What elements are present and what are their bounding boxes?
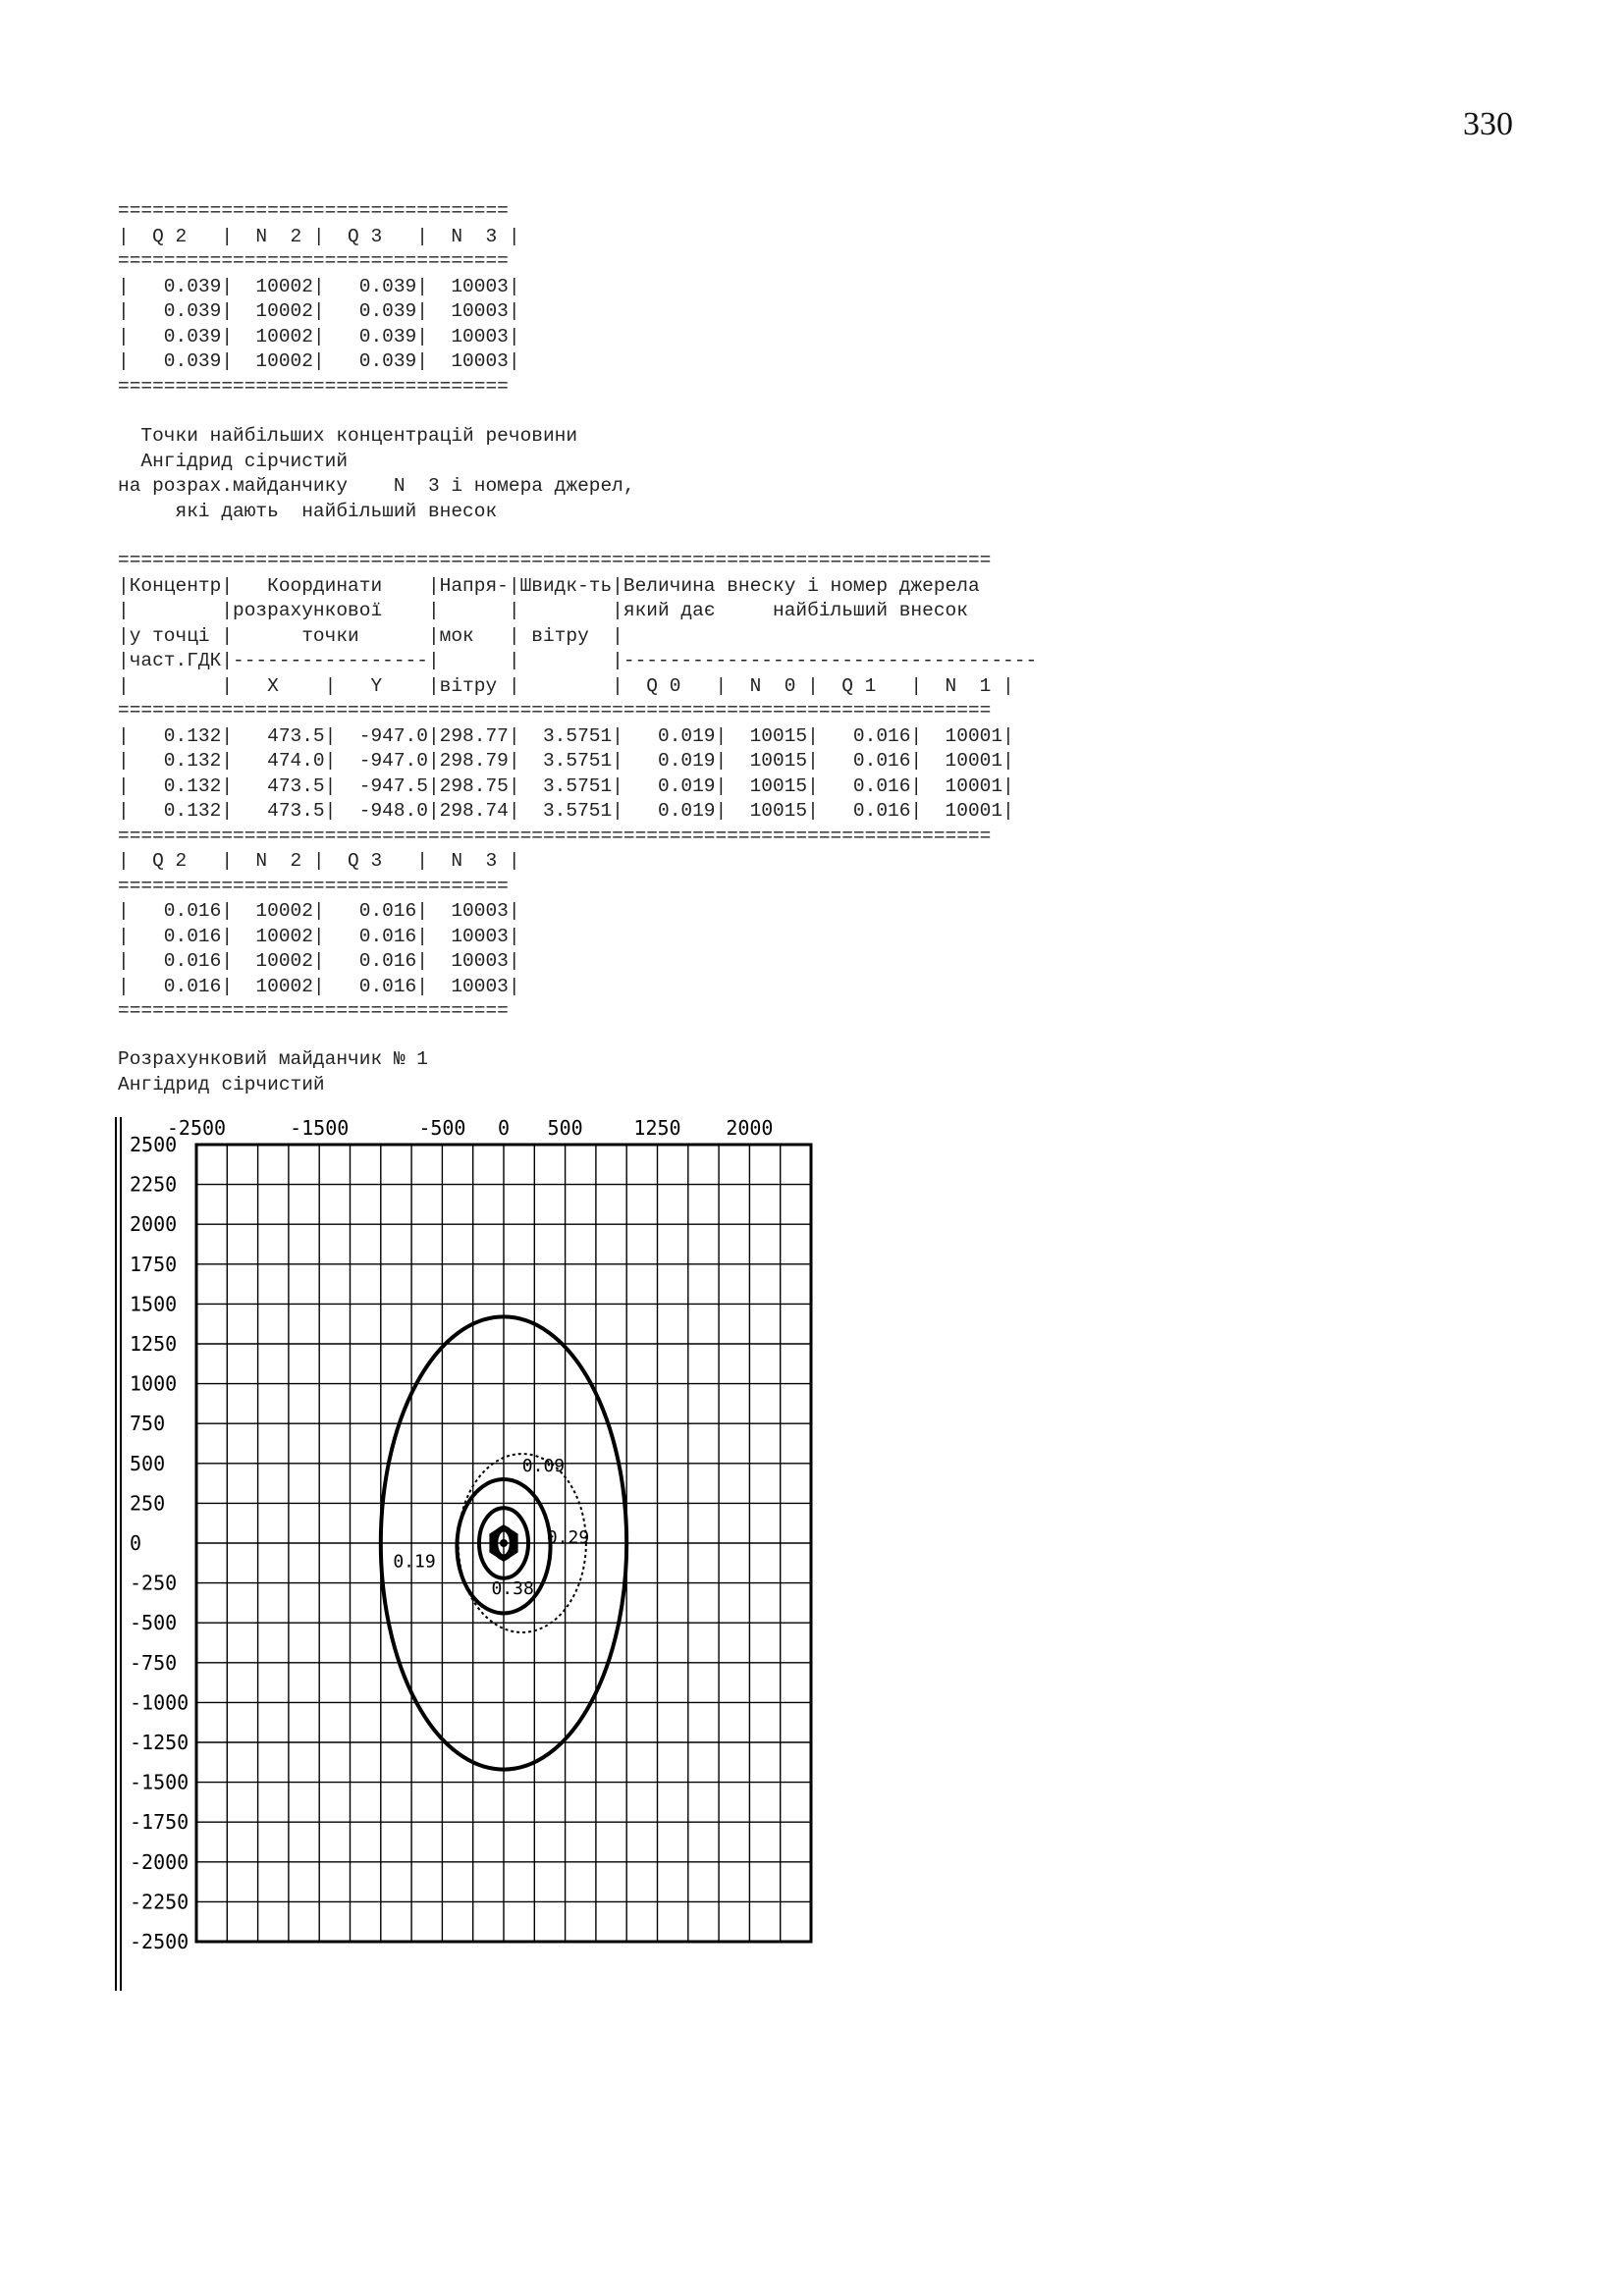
x-tick-label: -500: [418, 1117, 466, 1140]
table-line: |Концентр| Координати |Напря-|Швидк-ть|Величина внеску і номер джерела: [118, 574, 980, 597]
site-heading: [118, 1047, 428, 1097]
table-line: ==================================: [118, 375, 509, 398]
heading-line: Точки найбільших концентрацій речовини: [118, 425, 578, 447]
contour-label: 0.29: [546, 1527, 590, 1548]
table-line: |у точці | точки |мок | вітру |: [118, 624, 623, 647]
y-tick-label: -1000: [130, 1690, 189, 1715]
y-tick-label: 2250: [130, 1172, 178, 1197]
contour-label: 0.38: [491, 1577, 534, 1599]
table-line: | |розрахункової | | |який дає найбільший внесок: [118, 600, 968, 621]
table-line: | Q 2 | N 2 | Q 3 | N 3 |: [118, 225, 520, 247]
site-heading-line: Ангідрид сірчистий: [118, 1073, 325, 1095]
y-tick-label: 1500: [130, 1292, 178, 1316]
heading-line: які дають найбільший внесок: [118, 500, 498, 522]
table-line: | 0.039| 10002| 0.039| 10003|: [118, 325, 520, 347]
table-line: ==================================: [118, 875, 509, 897]
max-concentration-table: [118, 549, 1037, 1025]
x-tick-label: -2500: [166, 1117, 227, 1140]
table-line: | 0.039| 10002| 0.039| 10003|: [118, 275, 520, 297]
y-tick-label: -250: [130, 1571, 178, 1595]
page-number: 330: [1463, 106, 1513, 142]
x-tick-label: 2000: [726, 1117, 774, 1140]
table-line: | 0.132| 473.5| -947.0|298.77| 3.5751| 0.019| 10015| 0.016| 10001|: [118, 724, 1014, 747]
table-line: | 0.132| 473.5| -948.0|298.74| 3.5751| 0.019| 10015| 0.016| 10001|: [118, 800, 1014, 822]
y-tick-label: 500: [130, 1451, 166, 1475]
y-tick-label: 1250: [130, 1332, 178, 1356]
y-tick-label: -500: [130, 1611, 178, 1635]
table-line: | 0.016| 10002| 0.016| 10003|: [118, 925, 520, 947]
y-tick-label: 750: [130, 1412, 166, 1436]
contour-label: 0.19: [393, 1551, 436, 1573]
y-tick-label: 0: [130, 1531, 142, 1555]
table-line: ============================================================================: [118, 700, 992, 721]
table-line: | 0.132| 473.5| -947.5|298.75| 3.5751| 0.019| 10015| 0.016| 10001|: [118, 774, 1014, 797]
table-line: | Q 2 | N 2 | Q 3 | N 3 |: [118, 850, 520, 872]
max-concentration-heading: [118, 424, 635, 524]
table-line: | 0.016| 10002| 0.016| 10003|: [118, 900, 520, 922]
x-tick-label: 1250: [633, 1117, 681, 1140]
y-tick-label: -1250: [130, 1731, 189, 1754]
table-line: ==================================: [118, 200, 509, 222]
table-line: ============================================================================: [118, 550, 992, 571]
y-tick-label: 1750: [130, 1252, 178, 1276]
contour-map-svg: [114, 1117, 821, 1991]
y-tick-label: -2000: [130, 1849, 189, 1874]
table-line: |част.ГДК|-----------------| | |------------------------------------: [118, 650, 1038, 671]
table-line: | 0.016| 10002| 0.016| 10003|: [118, 950, 520, 972]
table-line: ==================================: [118, 1000, 509, 1022]
y-tick-label: 1000: [130, 1371, 178, 1396]
table-line: | 0.132| 474.0| -947.0|298.79| 3.5751| 0.019| 10015| 0.016| 10001|: [118, 750, 1014, 772]
table-line: ==================================: [118, 250, 509, 272]
table-line: | 0.039| 10002| 0.039| 10003|: [118, 350, 520, 372]
tick-labels: [130, 1117, 773, 1953]
contour-label: 0.09: [521, 1455, 566, 1476]
table-line: ============================================================================: [118, 825, 992, 847]
y-tick-label: -1500: [130, 1770, 189, 1794]
result-table-sources-2-3: [118, 199, 520, 400]
y-tick-label: -2500: [130, 1930, 189, 1953]
site-heading-line: Розрахунковий майданчик № 1: [118, 1048, 428, 1070]
x-tick-label: 0: [497, 1117, 511, 1140]
y-tick-label: -2250: [130, 1890, 189, 1914]
heading-line: на розрах.майданчику N 3 і номера джерел,: [118, 475, 635, 497]
y-tick-label: -1750: [130, 1810, 189, 1835]
contour-map-chart: [114, 1117, 821, 1991]
table-line: | 0.039| 10002| 0.039| 10003|: [118, 300, 520, 322]
x-tick-label: -1500: [290, 1117, 350, 1140]
source-marker-dot: [500, 1539, 508, 1547]
x-tick-label: 500: [547, 1117, 583, 1140]
y-tick-label: -750: [130, 1650, 178, 1675]
table-line: | 0.016| 10002| 0.016| 10003|: [118, 975, 520, 997]
y-tick-label: 2500: [130, 1133, 178, 1156]
y-tick-label: 250: [130, 1491, 166, 1516]
heading-line: Ангідрид сірчистий: [118, 450, 349, 472]
y-tick-label: 2000: [130, 1212, 178, 1237]
table-line: | | X | Y |вітру | | Q 0 | N 0 | Q 1 | N 1 |: [118, 674, 1014, 697]
